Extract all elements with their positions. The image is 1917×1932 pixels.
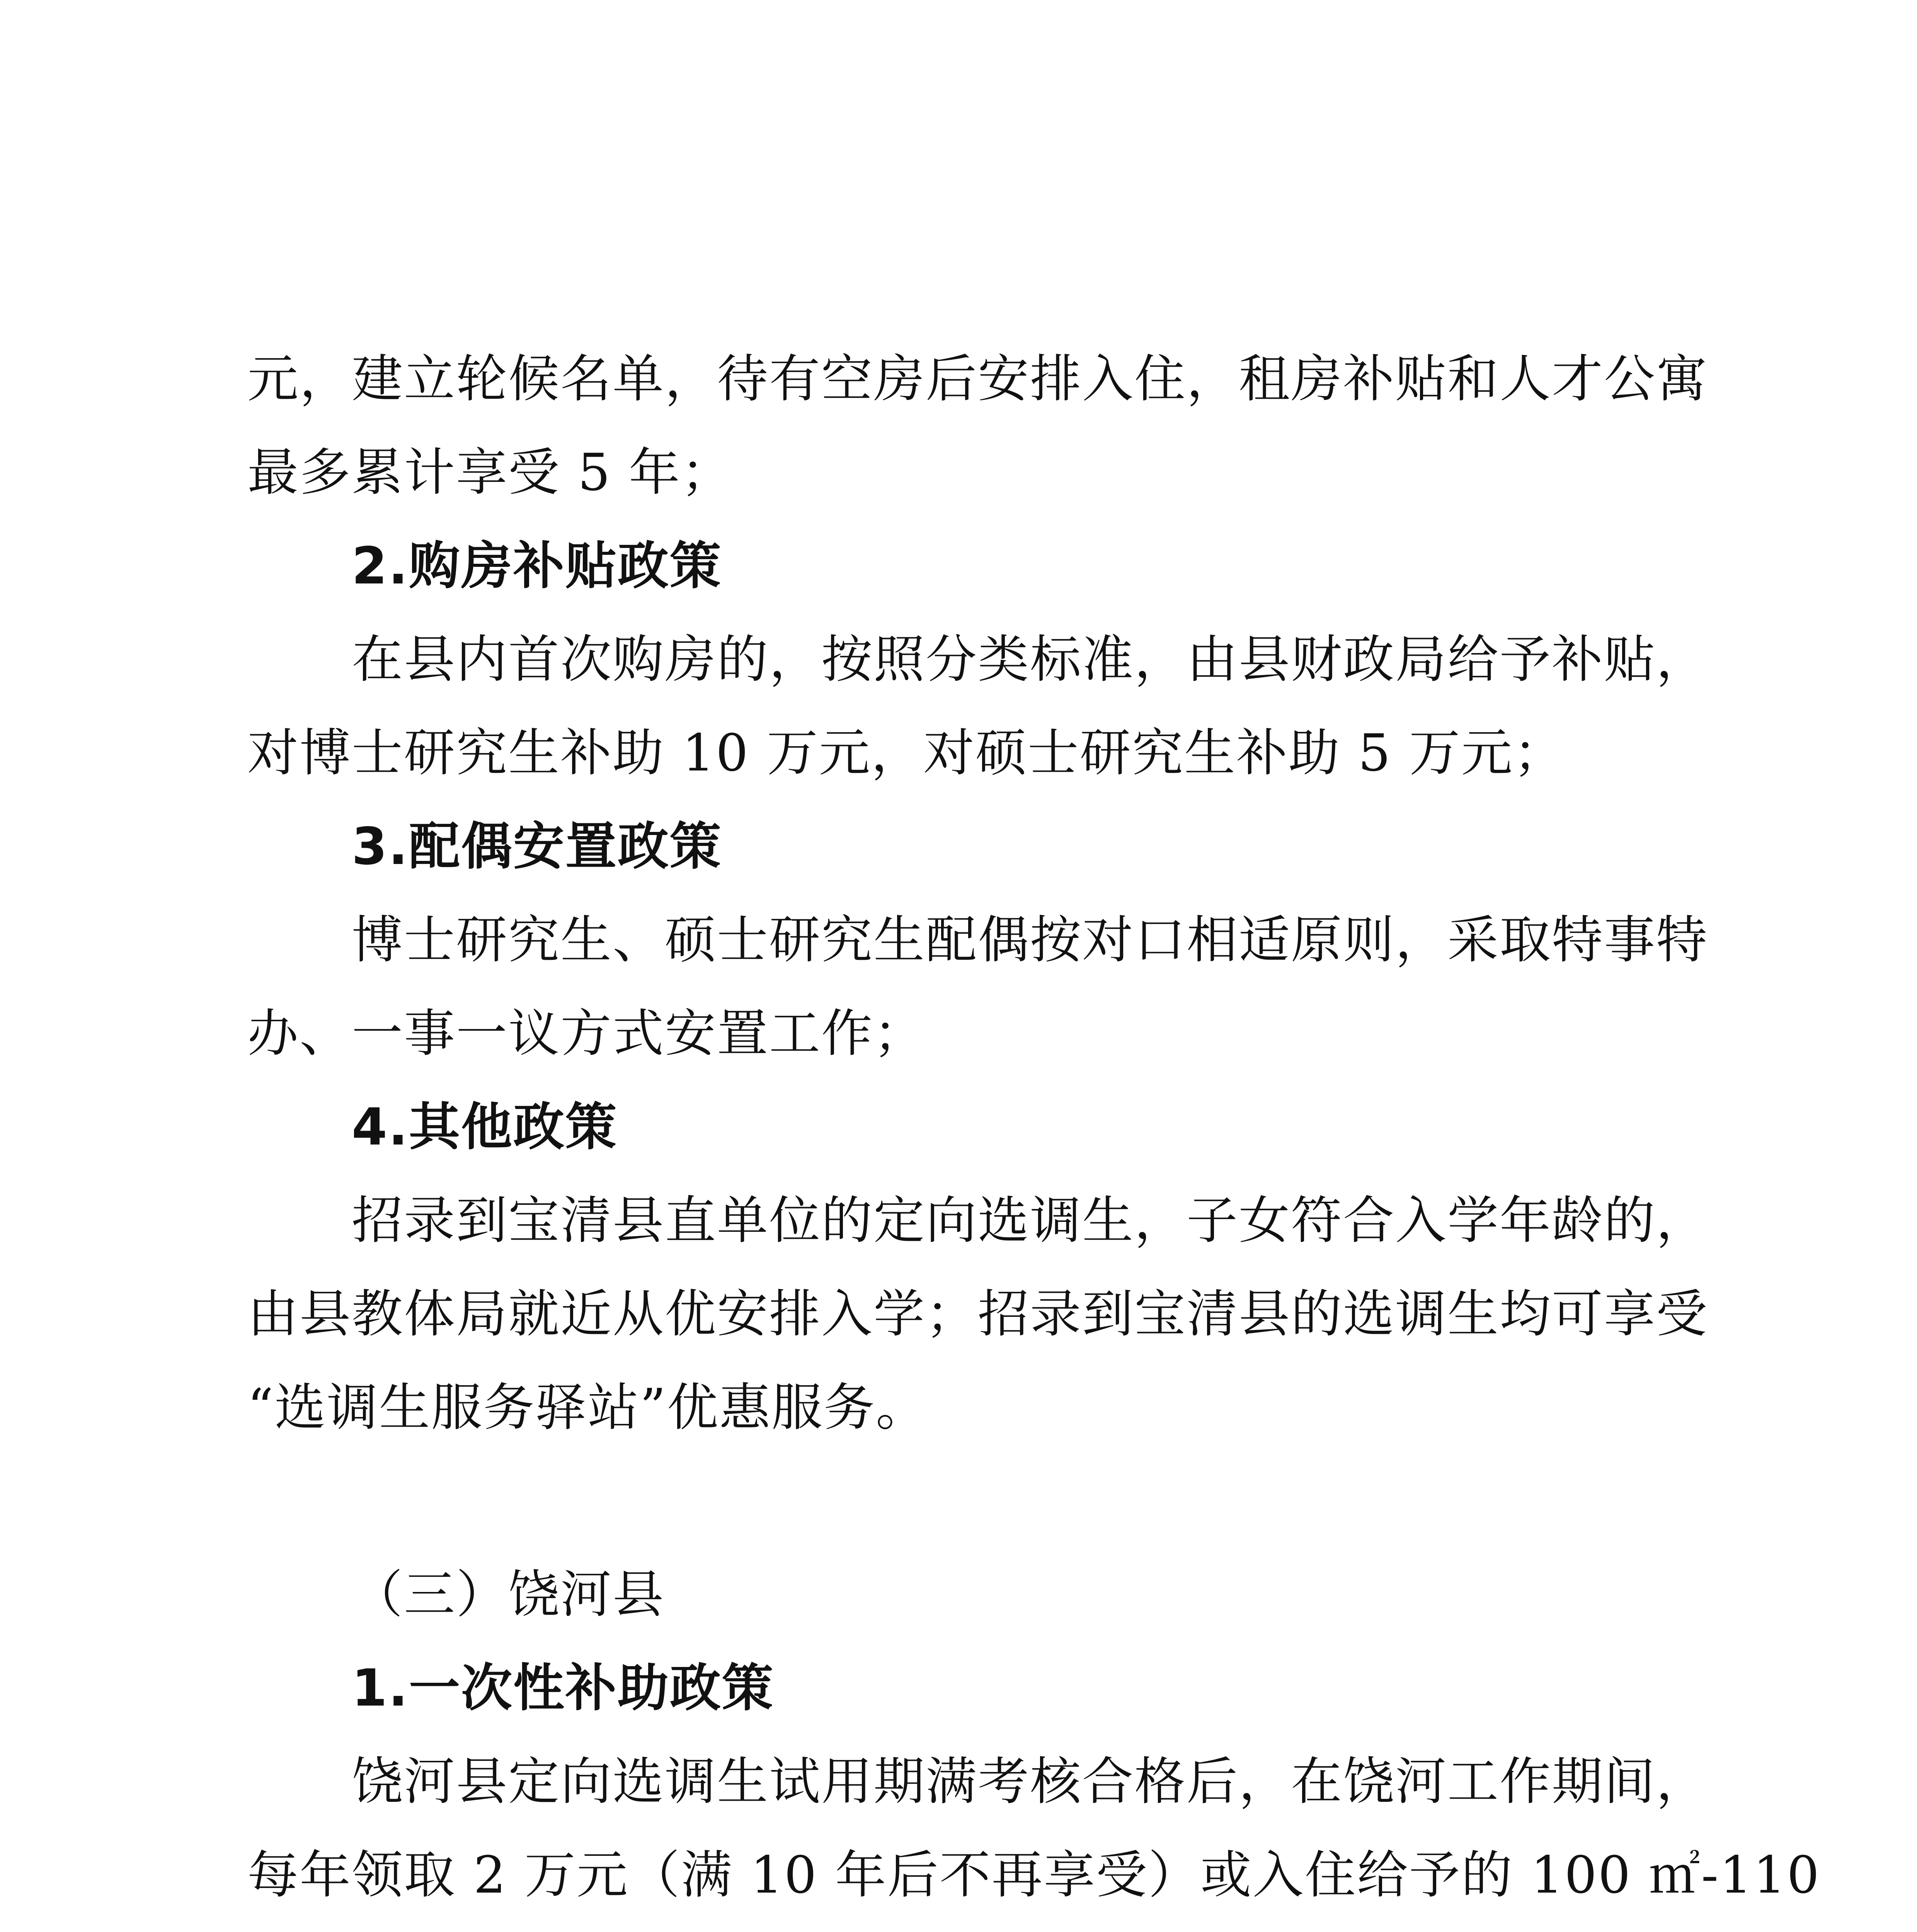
paragraph-line: 在县内首次购房的，按照分类标准，由县财政局给予补贴， [352,630,1708,689]
section-heading: 3.配偶安置政策 [352,817,722,876]
document-body [247,332,1821,1932]
paragraph-line: 办、一事一议方式安置工作； [247,1004,926,1063]
paragraph-line: 博士研究生、硕士研究生配偶按对口相适原则，采取特事特 [352,910,1708,970]
paragraph-line: 元，建立轮候名单，待有空房后安排入住，租房补贴和人才公寓 [247,349,1708,409]
paragraph-line: 对博士研究生补助 10 万元，对硕士研究生补助 5 万元； [247,723,1566,783]
paragraph-line: 招录到宝清县直单位的定向选调生，子女符合入学年龄的， [352,1191,1708,1250]
paragraph-line: 饶河县定向选调生试用期满考核合格后，在饶河工作期间， [352,1752,1708,1811]
section-heading: 2.购房补贴政策 [352,536,722,596]
paragraph-line: 由县教体局就近从优安排入学；招录到宝清县的选调生均可享受 [247,1284,1708,1344]
paragraph-line [247,1922,1677,1932]
section-heading: 1.一次性补助政策 [352,1658,774,1718]
paragraph-spacer [247,1454,1677,1548]
paragraph-line: 最多累计享受 5 年； [247,443,733,502]
county-heading: （三）饶河县 [352,1565,665,1624]
section-heading: 4.其他政策 [352,1097,618,1157]
paragraph-line: 每年领取 2 万元（满 10 年后不再享受）或入住给予的 100 ㎡-110 [247,1845,1821,1905]
paragraph-line: “选调生服务驿站”优惠服务。 [247,1378,928,1437]
